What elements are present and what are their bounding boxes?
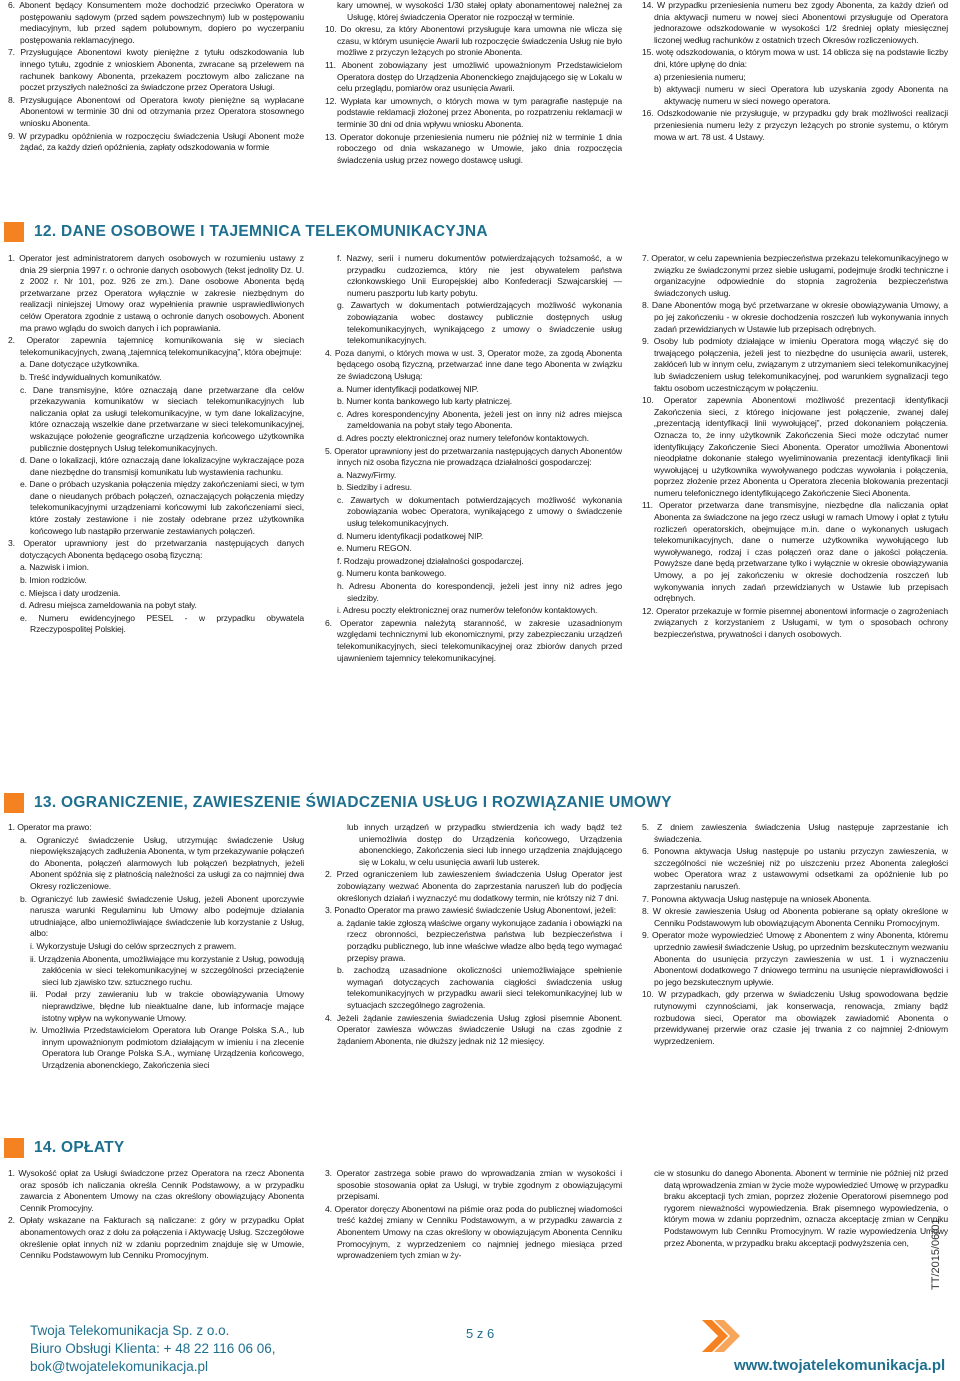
clause: a. Nazwisk i imion.: [20, 562, 89, 573]
clause: 6. Operator zapewnia należytą staranność, w zakresie uzasadnionym względami technicznymi lub ekonomicznymi, przy zabezpieczaniu urządzeń telekomunikacyjnych, sieci telekomunikacyjnej oraz zbiorów danych przed ujawnieniem tajemnicy telekomunikacyjnej.: [325, 617, 622, 663]
clause: lub innych urządzeń w przypadku stwierdzenia ich wady bądź też uniemożliwia dostęp do Urządzenia końcowego, Urządzenia abonenckiego, Zakończenia sieci lub innego urządzenia znajdującego się w Lokalu, w celu usunięcia awarii lub usterek.: [347, 822, 622, 867]
s14-col-3: [642, 1168, 948, 1298]
clause: g. Numeru konta bankowego.: [337, 568, 447, 579]
section-13-title: 13. OGRANICZENIE, ZAWIESZENIE ŚWIADCZENIA USŁUG I ROZWIĄZANIE UMOWY: [34, 794, 672, 811]
clause: b. Imion rodziców.: [20, 575, 87, 586]
clause: b. zachodzą uzasadnione okoliczności uniemożliwiające spełnienie wymagań dotyczących zachowania ciągłości świadczenia usług telekomunikacyjnych w przypadku awarii sieci telekomunikacyjnej lub w sytuacjach szczególnego zagrożenia.: [337, 965, 622, 1010]
section-14-header: [4, 1138, 125, 1158]
clause: 9. W przypadku opóźnienia w rozpoczęciu świadczenia Usługi Abonent może żądać, za każdy dzień opóźnienia, zapłaty odszkodowania w formie: [8, 130, 304, 153]
clause: 2. Przed ograniczeniem lub zawieszeniem świadczenia Usług Operator jest zobowiązany wezwać Abonenta do zaprzestania naruszeń lub do podjęcia określonych działań i wyznaczyć mu dodatkowy termin, nie krótszy niż 7 dni.: [325, 869, 622, 903]
section-12-header: [4, 222, 488, 242]
clause: d. Dane o lokalizacji, które oznaczają dane lokalizacyjne wykraczające poza dane niezbędne do transmisji komunikatu lub wystawienia rachunku.: [20, 455, 304, 477]
clause: f. Rodzaju prowadzonej działalności gospodarczej.: [337, 555, 524, 566]
clause: 9. Osoby lub podmioty działające w imieniu Operatora mogą włączyć się do trwającego połączenia, jeżeli jest to niezbędne do usunięcia awarii, usterek, zakłóceń lub w innym celu, związanym z utrzymaniem sieci telekomunikacyjnej lub świadczeniem usług telekomunikacyjnej, pod warunkiem sygnalizacji tego faktu osobom uczestniczącym w połączeniu.: [642, 336, 948, 393]
footer-contact: [30, 1322, 276, 1376]
clause: 11. Operator przetwarza dane transmisyjne, niezbędne dla naliczania opłat Abonenta za świadczone na jego rzecz usługi w ramach Umowy i opłat z tytułu rozliczeń operatorskich, obejmujące m.in. dane o wykonanych usługach telekomunikacyjnych, dane o numerze użytkownika wywołującego lub wywoływanego, rodzaj i czas połączeń oraz dane o jakości połączenia. Powyższe dane będą przetwarzane tylko i wyłącznie w okresie obowiązywania Umowy, a po jej zakończeniu w okresie dochodzenia roszczeń lub wykonywania innych zadań przewidzianych w Ustawie lub przepisach odrębnych.: [642, 500, 948, 604]
clause: a. Numer identyfikacji podatkowej NIP.: [337, 383, 479, 394]
clause: d. Adresu miejsca zameldowania na pobyt stały.: [20, 600, 197, 611]
clause: iv. Umożliwia Przedstawicielom Operatora lub Orange Polska S.A., lub innym upoważnionym podmiotom działającym w imieniu i na zlecenie Operatora lub Orange Polska S.A., wymianę Urządzenia końcowego, Urządzenia abonenckiego, Zakończenia sieci: [30, 1025, 304, 1070]
s14-col-2: [325, 1168, 622, 1298]
clause: 12. Operator przekazuje w formie pisemnej abonentowi informacje o zagrożeniach związanych z korzystaniem z Usługami, w tym o sposobach ochrony bezpieczeństwa, prywatności i danych osobowych.: [642, 605, 948, 639]
clause: 3. Operator zastrzega sobie prawo do wprowadzania zmian w wysokości i sposobie stosowania opłat za Usługi, w trybie zgodnym z obowiązującymi przepisami.: [325, 1168, 622, 1202]
clause: a) przeniesienia numeru;: [654, 71, 746, 82]
clause: d. Adres poczty elektronicznej oraz numery telefonów kontaktowych.: [337, 432, 589, 443]
clause: c. Miejsca i daty urodzenia.: [20, 587, 121, 598]
clause: 3. Operator uprawniony jest do przetwarzania następujących danych dotyczących Abonenta będącego osobą fizyczną:: [8, 538, 304, 560]
clause: f. Nazwy, serii i numeru dokumentów potwierdzających tożsamość, a w przypadku cudzoziemca, który nie jest obywatelem państwa członkowskiego Unii Europejskiej albo Konfederacji Szwajcarskiej — numeru paszportu lub karty pobytu.: [337, 253, 622, 298]
section-13-header: [4, 793, 672, 813]
clause: e. Numeru ewidencyjnego PESEL - w przypadku obywatela Rzeczypospolitej Polskiej.: [20, 612, 304, 635]
clause: 2. Opłaty wskazane na Fakturach są naliczane: z góry w przypadku Opłat abonamentowych oraz z dołu za połączenia i Aktywację Usług. Szczegółowe określenie opłat innych niż w zdaniu poprzednim znajduje się w Umowie, Cenniku Podstawowym lub Cenniku Promocyjnym.: [8, 1215, 304, 1261]
clause: 7. Przysługujące Abonentowi kwoty pieniężne z tytułu odszkodowania lub innego tytułu, zgodnie z wnioskiem Abonenta, zwracane są przelewem na rachunek bankowy Abonenta, przekazem pocztowym albo zaliczane na poczet przyszłych należności za świadczone przez Operatora Usługi.: [8, 47, 304, 93]
s13-col-2: [325, 822, 622, 1144]
clause: g. Zawartych w dokumentach potwierdzających możliwość wykonania zobowiązania wobec dostawcy publicznie dostępnych usług telekomunikacyjnych, wynikającego z umowy o świadczenie usług telekomunikacyjnych.: [337, 300, 622, 346]
clause: 15. wotę odszkodowania, o którym mowa w ust. 14 oblicza się na podstawie liczby dni, które upłynę do dnia:: [642, 47, 948, 69]
clause: 7. Operator, w celu zapewnienia bezpieczeństwa przekazu telekomunikacyjnego w związku ze świadczonymi przez siebie usługami, podejmuje środki techniczne i organizacyjne odpowiednie do stopnia zagrożenia bezpieczeństwa świadczonych usług.: [642, 253, 948, 298]
clause: e. Numeru REGON.: [337, 543, 412, 554]
clause: iii. Podał przy zawieraniu lub w trakcie obowiązywania Umowy nieprawdziwe, błędne lub nieaktualne dane, lub informacje mające istotny wpływ na wykonywanie Umowy.: [30, 989, 304, 1023]
clause: kary umownej, w wysokości 1/30 stałej opłaty abonamentowej należnej za Usługę, której świadczenia Operator nie rozpoczął w terminie.: [337, 0, 622, 22]
clause: b. Numer konta bankowego lub karty płatniczej.: [337, 396, 513, 407]
clause: 11. Abonent zobowiązany jest umożliwić upoważnionym Przedstawicielom Operatora dostęp do Urządzenia Abonenckiego znajdującego się w Lokalu w celu przeglądu, pomiarów oraz usunięcia Awarii.: [325, 59, 622, 94]
clause: 4. Poza danymi, o których mowa w ust. 3, Operator może, za zgodą Abonenta będącego osobą fizyczną, przetwarzać inne dane tego Abonenta w związku ze świadczoną Usługą:: [325, 347, 622, 381]
clause: i. Wykorzystuje Usługi do celów sprzecznych z prawem.: [30, 940, 237, 951]
clause: ii. Urządzenia Abonenta, umożliwiające mu korzystanie z Usług, powodują zakłócenia w sieci telekomunikacyjnej w szczególności przeciążenie sieci lub zjawisko tzw. sztucznego ruchu.: [30, 953, 304, 987]
clause: b. Ograniczyć lub zawiesić świadczenie Usług, jeżeli Abonent uporczywie narusza warunki Regulaminu lub Umowy albo podejmuje działania utrudniające, albo uniemożliwiające świadczenie lub korzystanie z Usług, albo:: [20, 893, 304, 939]
document-code: TT/2015/06/01: [930, 1218, 942, 1290]
page-number: 5 z 6: [466, 1326, 495, 1341]
clause: 8. Przysługujące Abonentowi od Operatora kwoty pieniężne są wypłacane Abonentowi w terminie 30 dni od otrzymania przez Operatora stosownego wniosku Abonenta.: [8, 94, 304, 128]
section-marker-icon: [4, 222, 24, 242]
clause: 9. Operator może wypowiedzieć Umowę z Abonentem z winy Abonenta, któremu uprzednio zawiesił świadczenie Usług, po uprzednim bezskutecznym wezwaniu Abonenta do usunięcia przyczyn zawieszenia w ust. 1 i wyznaczeniu Abonentowi dodatkowego 7 dniowego terminu na usunięcie nieprawidłowości i po jego bezskutecznym upływie.: [642, 930, 948, 987]
clause: e. Dane o próbach uzyskania połączenia między zakończeniami sieci, w tym dane o nieudanych próbach połączeń, oznaczających połączenia między telekomunikacyjnymi urządzeniami końcowymi lub zakończeniami sieci, które zostały zestawione i nie zostały odebrane przez użytkownika końcowego lub nastąpiło przerwanie zestawianych połączeń.: [20, 479, 304, 536]
clause: 4. Jeżeli żądanie zawieszenia świadczenia Usług zgłosi pisemnie Abonent. Operator zawiesza wówczas świadczenie Usługi na czas zgodnie z żądaniem Abonenta, nie dłuższy jednak niż 12 miesięcy.: [325, 1012, 622, 1046]
clause: c. Zawartych w dokumentach potwierdzających możliwość wykonania zobowiązania wobec Operatora, wynikającego z umowy o świadczenie usług telekomunikacyjnych.: [337, 494, 622, 529]
footer-email[interactable]: bok@twojatelekomunikacja.pl: [30, 1359, 209, 1374]
footer-website[interactable]: www.twojatelekomunikacja.pl: [734, 1357, 946, 1374]
clause: 8. W okresie zawieszenia Usług od Abonenta pobierane są opłaty określone w Cenniku Podstawowym lub obowiązującym Abonenta Cenniku Promocyjnym.: [642, 906, 948, 928]
s14-col-1: [8, 1168, 304, 1298]
clause: 10. Do okresu, za który Abonentowi przysługuje kara umowna nie wlicza się czasu, w którym usunięcie Awarii lub rozpoczęcie świadczenia Usług nie było możliwe z przyczyn leżących po stronie Abonenta.: [325, 24, 622, 58]
clause: 10. Operator zapewnia Abonentowi możliwość prezentacji identyfikacji Zakończenia sieci, z którego inicjowane jest połączenie, zwanej dalej „prezentacją identyfikacji linii wywołującej”, przed dokonaniem połączenia. Oznacza to, że inny użytkownik Zakończenia Sieci może odczytać numer identyfikujący Zakończenie Sieci Abonenta. Operator umożliwia Abonentowi nieodpłatne dokonanie stałego wyeliminowania prezentacji identyfikacji linii wywołującej u użytkownika wywoływanego podczas wywołania i połączenia, poprzez złożenie przez Abonenta u Operatora zlecenia blokowania prezentacji numeru telefonicznego identyfikującego Zakończenie Sieci Abonenta.: [642, 395, 948, 498]
clause: 4. Operator doręczy Abonentowi na piśmie oraz poda do publicznej wiadomości treść każdej zmiany w Cenniku Podstawowym, a w przypadku zawarcia z Abonentem Umowy na czas określony w obowiązującym Abonenta Cenniku Promocyjnym, z wyprzedzeniem co najmniej jednego miesiąca przed wprowadzeniem tych zmian w ży-: [325, 1203, 622, 1261]
clause: 5. Z dniem zawieszenia świadczenia Usług następuje zaprzestanie ich świadczenia.: [642, 822, 948, 844]
clause: a. żądanie takie zgłoszą właściwe organy wykonujące zadania i obowiązki na rzecz obronności, bezpieczeństwa państwa lub bezpieczeństwa i porządku publicznego, lub inne właściwe władze albo będą tego wymagać przepisy prawa.: [337, 917, 622, 963]
s12-col-1: [8, 253, 304, 773]
clause: b) aktywacji numeru w sieci Operatora lub uzyskania zgody Abonenta na aktywację numeru w sieci nowego operatora.: [654, 84, 948, 106]
clause: 1. Operator jest administratorem danych osobowych w rozumieniu ustawy z dnia 29 sierpnia 1997 r. o ochronie danych osobowych (tekst jednolity Dz. U. z 2002 r. Nr 101, poz. 926 ze zm.). Dane osobowe Abonenta będą przetwarzane przez Operatora wyłącznie w zakresie niezbędnym do realizacji niniejszej Umowy oraz wypełnienia prawnie usprawiedliwionych celów Operatora zgodnie z ustawą o ochronie danych osobowych. Abonent ma prawo wglądu do swoich danych i ich poprawiania.: [8, 253, 304, 333]
s13-col-3: [642, 822, 948, 1144]
s12-col-3: [642, 253, 948, 773]
clause: 13. Operator dokonuje przeniesienia numeru nie później niż w terminie 1 dnia roboczego od dnia wskazanego w Umowie, jako dnia rozpoczęcia świadczenia usług przez nowego dostawcę usługi.: [325, 131, 622, 165]
clause: 3. Ponadto Operator ma prawo zawiesić świadczenie Usług Abonentowi, jeżeli:: [325, 905, 616, 916]
clause: c. Dane transmisyjne, które oznaczają dane przetwarzane dla celów przekazywania komunikatów w sieciach telekomunikacyjnych lub naliczania opłat za usługi telekomunikacyjne, w tym dane lokalizacyjne, które oznaczają wszelkie dane przetwarzane w sieci telekomunikacyjnej, wskazujące położenie geograficzne urządzenia końcowego użytkownika publicznie dostępnych Usług telekomunikacyjnych.: [20, 384, 304, 453]
section-12-title: 12. DANE OSOBOWE I TAJEMNICA TELEKOMUNIKACYJNA: [34, 223, 488, 240]
section-14-title: 14. OPŁATY: [34, 1139, 125, 1156]
top-col-2: [325, 0, 622, 190]
top-col-3: [642, 0, 948, 190]
clause: h. Adresu Abonenta do korespondencji, jeżeli jest inny niż adres jego siedziby.: [337, 581, 622, 603]
clause: a. Dane dotyczące użytkownika.: [20, 359, 140, 370]
clause: 6. Ponowna aktywacja Usług następuje po ustaniu przyczyn zawieszenia, w szczególności nie wcześniej niż po uiszczeniu przez Abonenta zaległości wobec Operatora wraz z ustawowymi odsetkami za opóźnienie lub po zaprzestaniu naruszeń.: [642, 846, 948, 891]
top-col-1: [8, 0, 304, 190]
footer-company: Twoja Telekomunikacja Sp. z o.o.: [30, 1323, 230, 1338]
brand-logo: [700, 1318, 740, 1354]
clause: cie w stosunku do danego Abonenta. Abonent w terminie nie później niż przed datą wprowadzenia zmian w życie może wypowiedzieć Umowę w przypadku braku akceptacji tych zmian, poprzez złożenie Operatorowi pisemnego pod rygorem nieważności wypowiedzenia. Brak pisemnego wypowiedzenia, o którym mowa w zdaniu poprzednim, oznacza akceptację zmian w Cenniku Podstawowym lub Cenniku Promocyjnym. W razie wypowiedzenia Umowy przez Abonenta, w przypadku braku akceptacji podwyższenia cen,: [654, 1168, 948, 1248]
section-marker-icon: [4, 793, 24, 813]
clause: 14. W przypadku przeniesienia numeru bez zgody Abonenta, za każdy dzień od dnia aktywacji numeru w nowej sieci Abonentowi przysługuje od Operatora jednorazowe odszkodowanie w wysokości 1/2 średniej opłaty miesięcznej liczonej według rachunków z ostatnich trzech Okresów rozliczeniowych.: [642, 0, 948, 45]
clause: d. Numeru identyfikacji podatkowej NIP.: [337, 530, 484, 541]
footer-hotline: Biuro Obsługi Klienta: + 48 22 116 06 06,: [30, 1341, 276, 1356]
section-marker-icon: [4, 1138, 24, 1158]
clause: 1. Operator ma prawo:: [8, 822, 92, 832]
clause: a. Nazwy/Firmy.: [337, 469, 397, 480]
clause: 7. Ponowna aktywacja Usług następuje na wniosek Abonenta.: [642, 893, 872, 904]
clause: a. Ograniczyć świadczenie Usług, utrzymując świadczenie Usług niepowiększających zadłużenia Abonenta, w tym przekazywanie połączeń do Abonenta, połączeń alarmowych lub połączeń bezpłatnych, jeżeli Abonent spóźnia się z płatnością należności za usługi za co najmniej dwa Okresy rozliczeniowe.: [20, 834, 304, 891]
clause: b. Siedziby i adresu.: [337, 482, 412, 493]
clause: 6. Abonent będący Konsumentem może dochodzić przeciwko Operatora w postępowaniu sądowym (przed sądem powszechnym) lub w postępowaniu mediacyjnym, lub przed sądem polubownym, dopiero po wyczerpaniu postępowania reklamacyjnego.: [8, 0, 304, 45]
clause: 2. Operator zapewnia tajemnicę komunikowania się w sieciach telekomunikacyjnych, zwaną „tajemnicą telekomunikacyjną”, która obejmuje:: [8, 335, 304, 357]
clause: 5. Operator uprawniony jest do przetwarzania następujących danych Abonentów innych niż osoba fizyczna nie prowadząca działalności gospodarczej:: [325, 445, 622, 468]
clause: i. Adresu poczty elektronicznej oraz numerów telefonów kontaktowych.: [337, 605, 598, 616]
clause: 12. Wypłata kar umownych, o których mowa w tym paragrafie następuje na podstawie reklamacji złożonej przez Abonenta, po rozpatrzeniu reklamacji w terminie 30 dni od dnia wpływu wniosku Abonenta.: [325, 95, 622, 129]
s12-col-2: [325, 253, 622, 773]
s13-col-1: [8, 822, 304, 1144]
clause: 8. Dane Abonentów mogą być przetwarzane w okresie obowiązywania Umowy, a po jej zakończeniu - w okresie dochodzenia roszczeń lub wykonywania innych zadań przewidzianych w Ustawie lub przepisach odrębnych.: [642, 300, 948, 334]
clause: 16. Odszkodowanie nie przysługuje, w przypadku gdy brak możliwości realizacji przeniesienia numeru leży z przyczyn leżących po stronie systemu, o którym mowa w art. 78 ust. 4 Ustawy.: [642, 108, 948, 142]
clause: c. Adres korespondencyjny Abonenta, jeżeli jest on inny niż adres miejsca zameldowania na pobyt stały tego Abonenta.: [337, 408, 622, 431]
clause: b. Treść indywidualnych komunikatów.: [20, 371, 162, 382]
clause: 1. Wysokość opłat za Usługi świadczone przez Operatora na rzecz Abonenta oraz sposób ich naliczania określa Cennik Podstawowy, a w przypadku zawarcia z Abonentem Umowy na czas określony obowiązujący Abonenta Cennik Promocyjny.: [8, 1168, 304, 1213]
clause: 10. W przypadkach, gdy przerwa w świadczeniu Usług spowodowana będzie rutynowymi czynnościami, jak konserwacja, renowacja, zmiany bądź rozbudowa sieci, Operator ma obowiązek zawiadomić Abonenta o przewidywanej przerwie oraz czasie jej trwania z co najmniej 2-dniowym wyprzedzeniem.: [642, 989, 948, 1046]
